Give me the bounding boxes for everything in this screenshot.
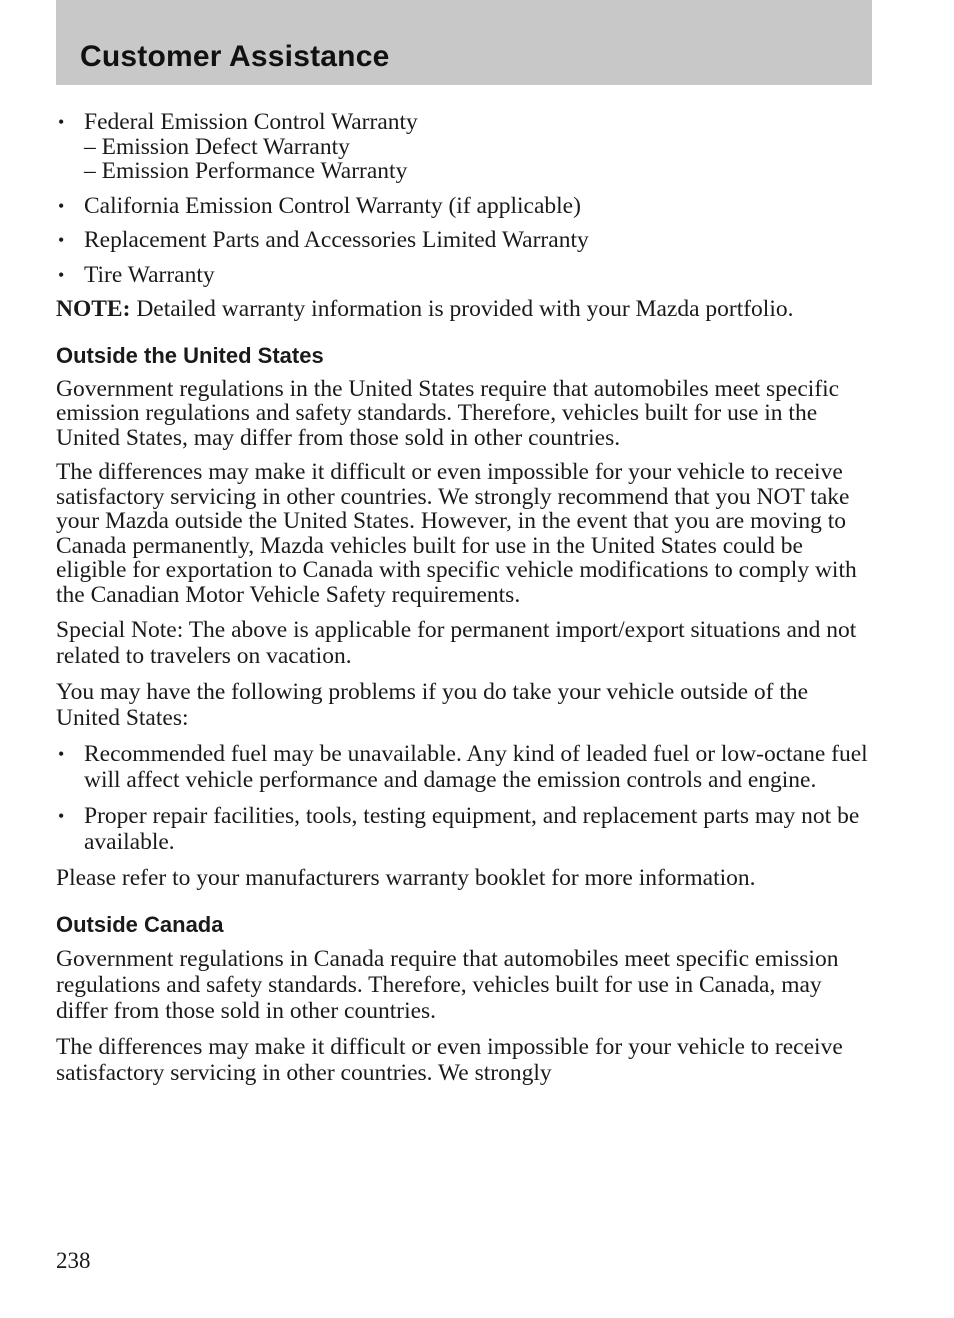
bullet-icon: • [58,112,65,132]
note-paragraph [56,297,876,322]
section-heading-outside-canada: Outside Canada [56,912,224,937]
page-number: 238 [56,1248,91,1273]
list-item [56,803,876,855]
bullet-icon: • [58,744,65,764]
paragraph: Government regulations in Canada require that automobiles meet specific emission regulations and safety standards. Therefore, vehicles built for use in Canada, may differ from those sold in other countries. [56,946,839,1024]
paragraph: Special Note: The above is applicable for permanent import/export situations and not related to travelers on vacation. [56,617,857,669]
page-content [56,110,876,1096]
list-item-label: Replacement Parts and Accessories Limited Warranty [84,227,589,253]
list-item-label: California Emission Control Warranty (if applicable) [84,192,581,219]
list-item [56,263,876,288]
list-item [56,228,876,253]
header-band [56,0,872,85]
paragraph: The differences may make it difficult or even impossible for your vehicle to receive satisfactory servicing in other countries. We strongly [56,1034,843,1086]
note-text: Detailed warranty information is provided with your Mazda portfolio. [130,296,794,322]
note-label: NOTE: [56,296,131,322]
paragraph: The differences may make it difficult or even impossible for your vehicle to receive satisfactory servicing in other countries. We strongly recommend that you NOT take your Mazda outside the United States. However, in the event that you are moving to Canada permanently, Mazda vehicles built for use in the United States could be eligible for exportation to Canada with specific vehicle modifications to comply with the Canadian Motor Vehicle Safety requirements. [56,459,857,608]
list-item-label: Recommended fuel may be unavailable. Any kind of leaded fuel or low-octane fuel will affect vehicle performance and damage the emission controls and engine. [84,741,868,793]
sub-list-item: – Emission Defect Warranty [84,133,350,160]
bullet-icon: • [58,230,65,250]
list-item-label: Tire Warranty [84,261,215,288]
bullet-icon: • [58,806,65,826]
list-item-label: Proper repair facilities, tools, testing equipment, and replacement parts may not be available. [84,803,860,855]
paragraph: Government regulations in the United States require that automobiles meet specific emission regulations and safety standards. Therefore, vehicles built for use in the United States, may differ from those sold in other countries. [56,375,840,451]
bullet-icon: • [58,264,65,285]
list-item [56,194,876,219]
bullet-icon: • [58,195,65,216]
paragraph: Please refer to your manufacturers warranty booklet for more information. [56,865,756,891]
section-heading-outside-us: Outside the United States [56,342,324,368]
warranty-list [56,110,876,287]
sub-list-item: – Emission Performance Warranty [84,158,408,184]
page-title: Customer Assistance [80,40,390,73]
list-item-label: Federal Emission Control Warranty [84,109,418,135]
list-item [56,741,876,793]
list-item [56,110,876,184]
problems-list [56,741,876,855]
paragraph: You may have the following problems if you do take your vehicle outside of the United States: [56,679,809,731]
